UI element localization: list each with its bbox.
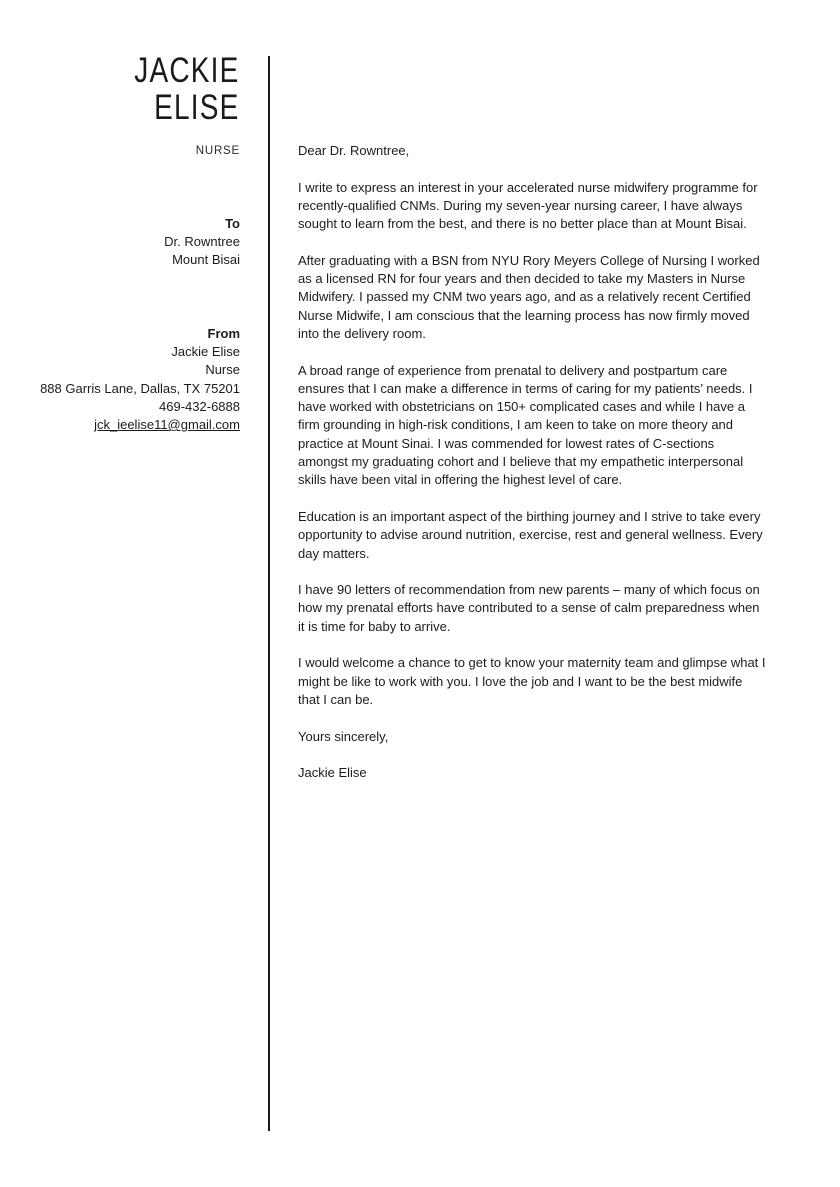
salutation: Dear Dr. Rowntree,	[298, 143, 410, 158]
sender-address: 888 Garris Lane, Dallas, TX 75201	[40, 380, 240, 396]
job-title: NURSE	[195, 145, 240, 157]
sender-name: Jackie Elise	[171, 344, 240, 360]
sender-block	[40, 325, 240, 434]
letter-paragraph: I would welcome a chance to get to know your maternity team and glimpse what I might be like to work with you. I love the job and I want to be the best midwife that I can be.	[298, 655, 766, 707]
sender-title: Nurse	[205, 362, 240, 378]
sender-phone: 469-432-6888	[159, 398, 240, 414]
sender-email-link[interactable]: jck_ieelise11@gmail.com	[94, 417, 240, 433]
first-name: JACKIE	[134, 51, 240, 90]
closing: Yours sincerely,	[298, 728, 389, 744]
recipient-organization: Mount Bisai	[172, 252, 240, 268]
recipient-block	[164, 215, 240, 270]
letter-paragraph: I write to express an interest in your accelerated nurse midwifery programme for recently-qualified CNMs. During my seven-year nursing career, I have always sought to learn from the best, and there is no better place than at Mount Bisai.	[298, 179, 758, 232]
signature: Jackie Elise	[298, 765, 367, 781]
letter-paragraph: A broad range of experience from prenatal to delivery and postpartum care ensures that I can make a difference in terms of caring for my patients’ needs. I have worked with obstetricians on 150+ complicated cases and while I have a firm grounding in high-risk conditions, I am keen to take on more theory and practice at Mount Sinai. I was commended for lowest rates of C-sections amongst my graduating cohort and I believe that my empathetic interpersonal skills have been vital in offering the highest level of care.	[298, 362, 753, 488]
sender-heading: From	[207, 326, 240, 341]
letter-paragraph: Education is an important aspect of the birthing journey and I strive to take every opportunity to advise around nutrition, exercise, rest and general wellness. Every day matters.	[298, 508, 763, 561]
letter-paragraph: I have 90 letters of recommendation from new parents – many of which focus on how my prenatal efforts have contributed to a sense of calm preparedness when it is time for baby to arrive.	[298, 582, 760, 634]
letter-paragraph: After graduating with a BSN from NYU Rory Meyers College of Nursing I worked as a licensed RN for four years and then decided to take my Masters in Nurse Midwifery. I passed my CNM two years ago, and as a relatively recent Certified Nurse Midwife, I am conscious that the learning process has now firmly moved into the delivery room.	[298, 252, 760, 341]
letter-body	[298, 142, 766, 801]
recipient-heading: To	[225, 216, 240, 231]
recipient-name: Dr. Rowntree	[164, 234, 240, 250]
vertical-divider	[268, 56, 270, 1131]
applicant-name	[135, 52, 240, 126]
last-name: ELISE	[154, 88, 240, 127]
